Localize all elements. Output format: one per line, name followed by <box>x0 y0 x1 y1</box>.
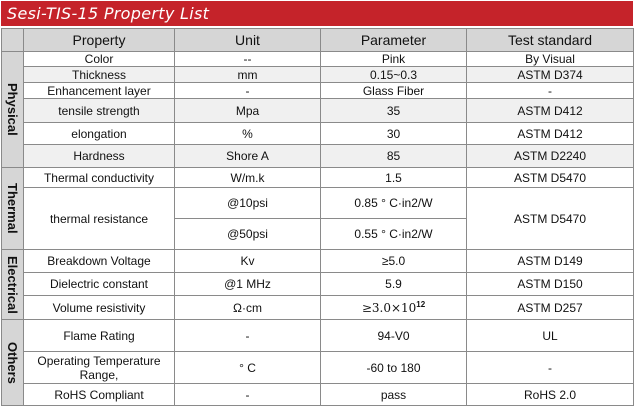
cell-standard: ASTM D412 <box>467 123 634 145</box>
cell-parameter: 0.55 ° C·in2/W <box>321 219 467 250</box>
cell-unit: Mpa <box>175 99 321 123</box>
corner-cell <box>2 29 24 52</box>
cell-parameter: 35 <box>321 99 467 123</box>
cell-standard: By Visual <box>467 52 634 67</box>
group-label: Others <box>5 341 20 384</box>
header-unit: Unit <box>175 29 321 52</box>
cell-property: Flame Rating <box>24 320 175 352</box>
volume-exponent: 12 <box>416 300 426 309</box>
cell-property: tensile strength <box>24 99 175 123</box>
group-label: Thermal <box>5 183 20 234</box>
cell-parameter: 85 <box>321 145 467 168</box>
group-physical <box>2 52 24 168</box>
group-electrical <box>2 250 24 320</box>
cell-unit: -- <box>175 52 321 67</box>
table-row <box>2 250 634 273</box>
cell-unit: mm <box>175 67 321 83</box>
cell-unit: Kv <box>175 250 321 273</box>
property-sheet <box>1 1 633 413</box>
cell-unit: - <box>175 320 321 352</box>
cell-parameter: ≥5.0 <box>321 250 467 273</box>
cell-parameter: 0.85 ° C·in2/W <box>321 188 467 219</box>
cell-standard: - <box>467 83 634 99</box>
table-row <box>2 188 634 219</box>
cell-unit: @50psi <box>175 219 321 250</box>
table-row <box>2 273 634 296</box>
cell-standard: - <box>467 352 634 384</box>
cell-parameter: 5.9 <box>321 273 467 296</box>
cell-standard: ASTM D5470 <box>467 168 634 188</box>
property-table <box>1 28 634 406</box>
cell-standard: ASTM D5470 <box>467 188 634 250</box>
cell-property: Thermal conductivity <box>24 168 175 188</box>
table-row <box>2 99 634 123</box>
cell-unit: - <box>175 83 321 99</box>
header-property: Property <box>24 29 175 52</box>
page-title: Sesi-TIS-15 Property List <box>7 4 210 23</box>
table-row <box>2 168 634 188</box>
header-standard: Test standard <box>467 29 634 52</box>
cell-standard: ASTM D374 <box>467 67 634 83</box>
cell-unit: ° C <box>175 352 321 384</box>
group-thermal <box>2 168 24 250</box>
header-row <box>2 29 634 52</box>
cell-unit: - <box>175 384 321 406</box>
cell-parameter: 94-V0 <box>321 320 467 352</box>
cell-standard: RoHS 2.0 <box>467 384 634 406</box>
volume-base: ≥3.0×10 <box>361 301 417 315</box>
header-parameter: Parameter <box>321 29 467 52</box>
cell-property: elongation <box>24 123 175 145</box>
table-row <box>2 384 634 406</box>
cell-standard: ASTM D412 <box>467 99 634 123</box>
cell-parameter: -60 to 180 <box>321 352 467 384</box>
cell-parameter: 1.5 <box>321 168 467 188</box>
cell-property: Enhancement layer <box>24 83 175 99</box>
cell-parameter: Glass Fiber <box>321 83 467 99</box>
cell-property: Volume resistivity <box>24 296 175 320</box>
table-row <box>2 123 634 145</box>
cell-parameter: pass <box>321 384 467 406</box>
cell-unit: @10psi <box>175 188 321 219</box>
cell-property: Breakdown Voltage <box>24 250 175 273</box>
table-row <box>2 145 634 168</box>
group-others <box>2 320 24 406</box>
cell-standard: ASTM D257 <box>467 296 634 320</box>
cell-property: Dielectric constant <box>24 273 175 296</box>
cell-property: Operating Temperature Range, <box>24 352 175 384</box>
table-row <box>2 83 634 99</box>
cell-standard: ASTM D2240 <box>467 145 634 168</box>
cell-property: Thickness <box>24 67 175 83</box>
table-row <box>2 67 634 83</box>
table-row <box>2 352 634 384</box>
cell-standard: ASTM D150 <box>467 273 634 296</box>
cell-property: thermal resistance <box>24 188 175 250</box>
table-row <box>2 296 634 320</box>
cell-unit: Ω·cm <box>175 296 321 320</box>
cell-standard: UL <box>467 320 634 352</box>
cell-unit: W/m.k <box>175 168 321 188</box>
cell-unit: % <box>175 123 321 145</box>
cell-unit: Shore A <box>175 145 321 168</box>
table-row <box>2 320 634 352</box>
cell-standard: ASTM D149 <box>467 250 634 273</box>
cell-parameter: Pink <box>321 52 467 67</box>
group-label: Physical <box>5 83 20 136</box>
cell-property: Hardness <box>24 145 175 168</box>
cell-property: RoHS Compliant <box>24 384 175 406</box>
title-bar <box>1 1 633 26</box>
cell-parameter: 0.15~0.3 <box>321 67 467 83</box>
cell-unit: @1 MHz <box>175 273 321 296</box>
cell-property: Color <box>24 52 175 67</box>
table-row <box>2 52 634 67</box>
cell-parameter <box>321 296 467 320</box>
group-label: Electrical <box>5 255 20 314</box>
cell-parameter: 30 <box>321 123 467 145</box>
